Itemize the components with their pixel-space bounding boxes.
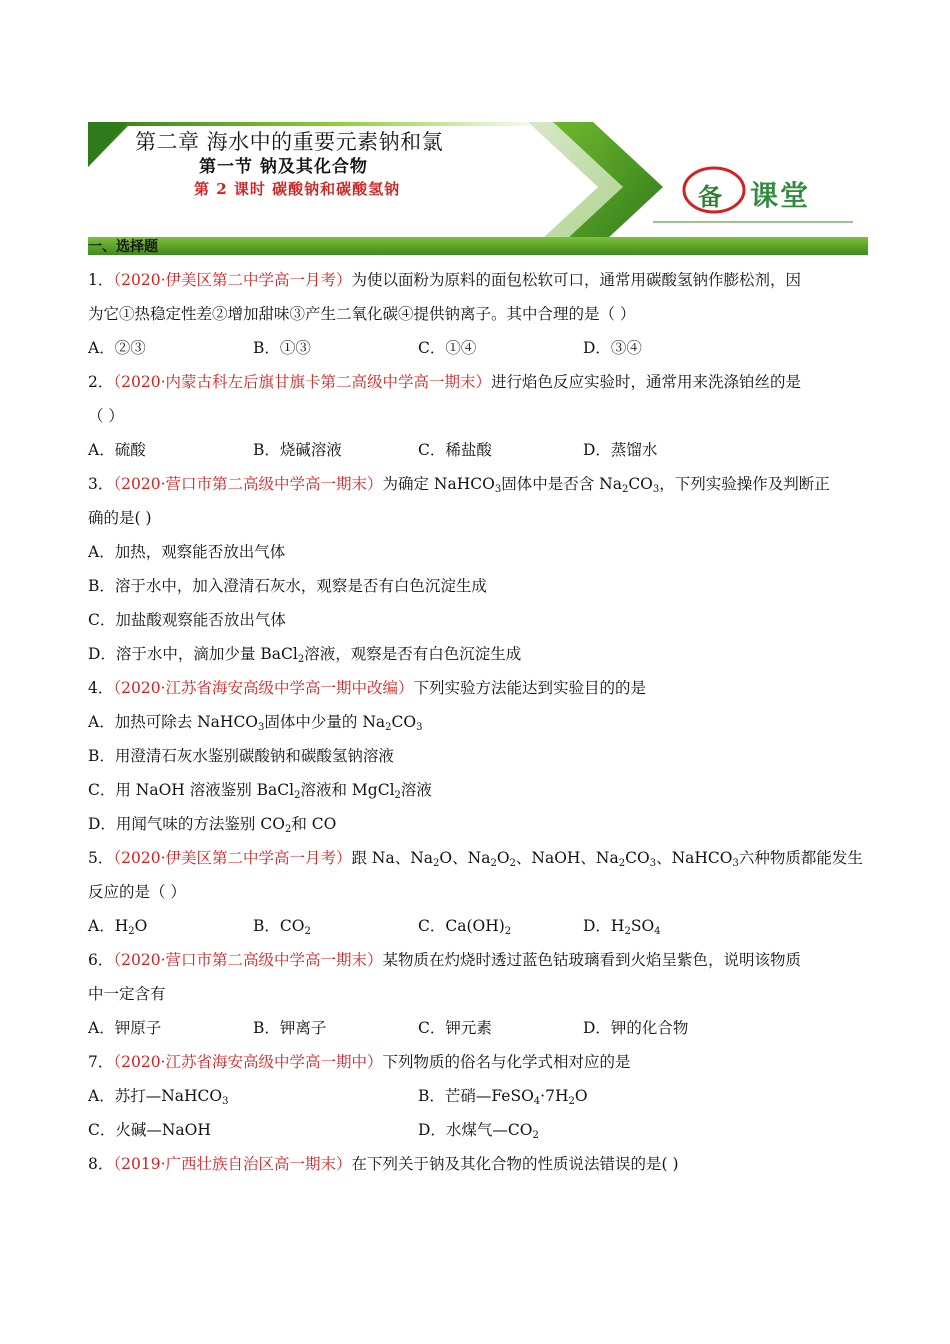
question-stem: 跟 Na、Na bbox=[351, 849, 434, 867]
option-d[interactable] bbox=[88, 810, 863, 844]
subscript: 2 bbox=[509, 858, 516, 869]
option-d[interactable]: D．钾的化合物 bbox=[583, 1019, 689, 1037]
option-text: B．芒硝—FeSO bbox=[418, 1087, 534, 1105]
option-text: SO bbox=[630, 917, 655, 935]
subscript: 4 bbox=[533, 1096, 541, 1107]
question-stem: 下列实验方法能达到实验目的的是 bbox=[413, 679, 647, 697]
subscript: 2 bbox=[621, 484, 629, 495]
question-source: （2020·伊美区第二中学高一月考） bbox=[113, 271, 352, 289]
question-2-line-1 bbox=[88, 368, 863, 402]
question-2-line-2: （ ） bbox=[88, 407, 124, 425]
question-7-options-row-2 bbox=[88, 1116, 863, 1150]
question-source: （2020·江苏省海安高级中学高一期中改编） bbox=[113, 679, 414, 697]
option-d[interactable] bbox=[418, 1116, 748, 1150]
subscript: 3 bbox=[416, 722, 423, 733]
question-number: 3． bbox=[88, 475, 114, 493]
question-stem: ，下列实验操作及判断正 bbox=[659, 475, 830, 493]
question-stem: 、NaHCO bbox=[656, 849, 733, 867]
question-3-line-2: 确的是( ) bbox=[88, 509, 152, 527]
question-source: （2020·江苏省海安高级中学高一期中） bbox=[113, 1053, 383, 1071]
option-text: 溶液和 MgCl bbox=[300, 781, 395, 799]
question-stem: 某物质在灼烧时透过蓝色钴玻璃看到火焰呈紫色，说明该物质 bbox=[382, 951, 802, 969]
question-list bbox=[88, 266, 863, 1184]
subscript: 2 bbox=[394, 790, 401, 801]
option-text: ·7H bbox=[540, 1087, 569, 1105]
question-number: 8． bbox=[88, 1155, 114, 1173]
question-stem: 固体中是否含 Na bbox=[501, 475, 622, 493]
subscript: 3 bbox=[652, 484, 660, 495]
option-b[interactable]: B．溶于水中，加入澄清石灰水，观察是否有白色沉淀生成 bbox=[88, 577, 487, 595]
question-stem: 六种物质都能发生 bbox=[738, 849, 863, 867]
option-text: 溶液 bbox=[400, 781, 432, 799]
option-a[interactable]: A．②③ bbox=[88, 339, 146, 357]
option-b[interactable]: B．①③ bbox=[253, 339, 311, 357]
question-1-line-1 bbox=[88, 266, 863, 300]
question-5-line-1 bbox=[88, 844, 863, 878]
question-number: 6． bbox=[88, 951, 114, 969]
option-text: 固体中少量的 Na bbox=[264, 713, 386, 731]
option-a[interactable]: A．硫酸 bbox=[88, 441, 146, 459]
subscript: 3 bbox=[649, 858, 657, 869]
question-stem: CO bbox=[625, 849, 650, 867]
question-source: （2020·内蒙古科左后旗甘旗卡第二高级中学高一期末） bbox=[113, 373, 491, 391]
option-text: O bbox=[574, 1087, 588, 1105]
question-number: 1． bbox=[88, 271, 114, 289]
question-5-line-2: 反应的是（ ） bbox=[88, 883, 186, 901]
option-b[interactable] bbox=[418, 1082, 748, 1116]
option-c[interactable]: C．钾元素 bbox=[418, 1019, 492, 1037]
question-stem: O bbox=[496, 849, 510, 867]
subscript: 2 bbox=[385, 722, 392, 733]
section-bar bbox=[88, 237, 868, 255]
subscript: 2 bbox=[128, 926, 135, 937]
option-text: 溶液，观察是否有白色沉淀生成 bbox=[304, 645, 522, 663]
question-7-line-1 bbox=[88, 1048, 863, 1082]
option-d[interactable] bbox=[88, 640, 863, 674]
subscript: 2 bbox=[294, 790, 301, 801]
subscript: 3 bbox=[258, 722, 265, 733]
option-c[interactable] bbox=[88, 776, 863, 810]
subscript: 4 bbox=[654, 926, 661, 937]
question-1-options bbox=[88, 334, 863, 368]
option-c[interactable]: C．火碱—NaOH bbox=[88, 1121, 211, 1139]
option-b[interactable]: B．用澄清石灰水鉴别碳酸钠和碳酸氢钠溶液 bbox=[88, 747, 394, 765]
option-text: A．H bbox=[88, 917, 129, 935]
question-5-options bbox=[88, 912, 863, 946]
option-text: CO bbox=[391, 713, 417, 731]
option-text: A．加热可除去 NaHCO bbox=[88, 713, 259, 731]
option-c[interactable]: C．加盐酸观察能否放出气体 bbox=[88, 611, 286, 629]
corner-triangle bbox=[88, 122, 128, 167]
option-c[interactable]: C．稀盐酸 bbox=[418, 441, 492, 459]
question-number: 5． bbox=[88, 849, 114, 867]
option-b[interactable]: B．钾离子 bbox=[253, 1019, 327, 1037]
question-stem: 在下列关于钠及其化合物的性质说法错误的是( ) bbox=[351, 1155, 679, 1173]
question-source: （2019·广西壮族自治区高一期末） bbox=[113, 1155, 352, 1173]
question-1-line-2: 为它①热稳定性差②增加甜味③产生二氧化碳④提供钠离子。其中合理的是（ ） bbox=[88, 305, 636, 323]
option-a[interactable]: A．钾原子 bbox=[88, 1019, 162, 1037]
subscript: 2 bbox=[504, 926, 512, 937]
option-text: C．Ca(OH) bbox=[418, 917, 505, 935]
section-heading: 一、选择题 bbox=[88, 239, 158, 255]
option-b[interactable]: B．烧碱溶液 bbox=[253, 441, 342, 459]
subscript: 2 bbox=[532, 1130, 539, 1141]
subscript: 2 bbox=[304, 926, 311, 937]
chapter-title: 第二章 海水中的重要元素钠和氯 bbox=[135, 130, 444, 154]
question-6-line-2: 中一定含有 bbox=[88, 985, 166, 1003]
subscript: 2 bbox=[284, 824, 292, 835]
question-stem: 、NaOH、Na bbox=[515, 849, 619, 867]
question-stem: 为确定 NaHCO bbox=[382, 475, 495, 493]
subscript: 3 bbox=[494, 484, 502, 495]
option-text: D．用闻气味的方法鉴别 CO bbox=[88, 815, 285, 833]
option-d[interactable]: D．蒸馏水 bbox=[583, 441, 658, 459]
option-b[interactable] bbox=[253, 912, 418, 946]
option-c[interactable] bbox=[418, 912, 583, 946]
option-a[interactable] bbox=[88, 912, 253, 946]
option-a[interactable]: A．加热，观察能否放出气体 bbox=[88, 543, 286, 561]
subscript: 2 bbox=[624, 926, 631, 937]
question-source: （2020·营口市第二高级中学高一期末） bbox=[113, 951, 383, 969]
question-number: 2． bbox=[88, 373, 114, 391]
question-stem: 下列物质的俗名与化学式相对应的是 bbox=[382, 1053, 631, 1071]
option-a[interactable] bbox=[88, 708, 863, 742]
option-text: O bbox=[134, 917, 148, 935]
subscript: 2 bbox=[490, 858, 497, 869]
section-title: 第一节 钠及其化合物 bbox=[199, 157, 368, 177]
subscript: 2 bbox=[568, 1096, 575, 1107]
question-source: （2020·营口市第二高级中学高一期末） bbox=[113, 475, 383, 493]
question-6-line-1 bbox=[88, 946, 863, 980]
question-number: 7． bbox=[88, 1053, 114, 1071]
option-text: B．CO bbox=[253, 917, 305, 935]
question-8-line-1 bbox=[88, 1150, 863, 1184]
option-text: D．H bbox=[583, 917, 625, 935]
question-source: （2020·伊美区第二中学高一月考） bbox=[113, 849, 352, 867]
question-number: 4． bbox=[88, 679, 114, 697]
subscript: 2 bbox=[433, 858, 440, 869]
subscript: 3 bbox=[732, 858, 739, 869]
option-c[interactable]: C．①④ bbox=[418, 339, 477, 357]
question-6-options bbox=[88, 1014, 863, 1048]
option-text: A．苏打—NaHCO bbox=[88, 1087, 223, 1105]
question-stem: 进行焰色反应实验时，通常用来洗涤铂丝的是 bbox=[491, 373, 802, 391]
option-text: C．用 NaOH 溶液鉴别 BaCl bbox=[88, 781, 295, 799]
question-4-line-1 bbox=[88, 674, 863, 708]
badge-character: 备 bbox=[698, 183, 722, 211]
subscript: 3 bbox=[222, 1096, 229, 1107]
question-7-options-row-1 bbox=[88, 1082, 863, 1116]
lesson-title: 第 2 课时 碳酸钠和碳酸氢钠 bbox=[194, 180, 401, 198]
option-a[interactable] bbox=[88, 1082, 418, 1116]
option-d[interactable] bbox=[583, 912, 748, 946]
subscript: 2 bbox=[618, 858, 626, 869]
subscript: 2 bbox=[297, 654, 305, 665]
option-text: D．溶于水中，滴加少量 BaCl bbox=[88, 645, 298, 663]
option-text: 和 CO bbox=[291, 815, 337, 833]
question-stem: CO bbox=[628, 475, 653, 493]
question-3-line-1 bbox=[88, 470, 863, 504]
brand-name: 课堂 bbox=[750, 179, 811, 212]
option-d[interactable]: D．③④ bbox=[583, 339, 642, 357]
option-text: D．水煤气—CO bbox=[418, 1121, 533, 1139]
question-2-options bbox=[88, 436, 863, 470]
question-stem: 为使以面粉为原料的面包松软可口，通常用碳酸氢钠作膨松剂，因 bbox=[351, 271, 802, 289]
question-stem: O、Na bbox=[439, 849, 491, 867]
